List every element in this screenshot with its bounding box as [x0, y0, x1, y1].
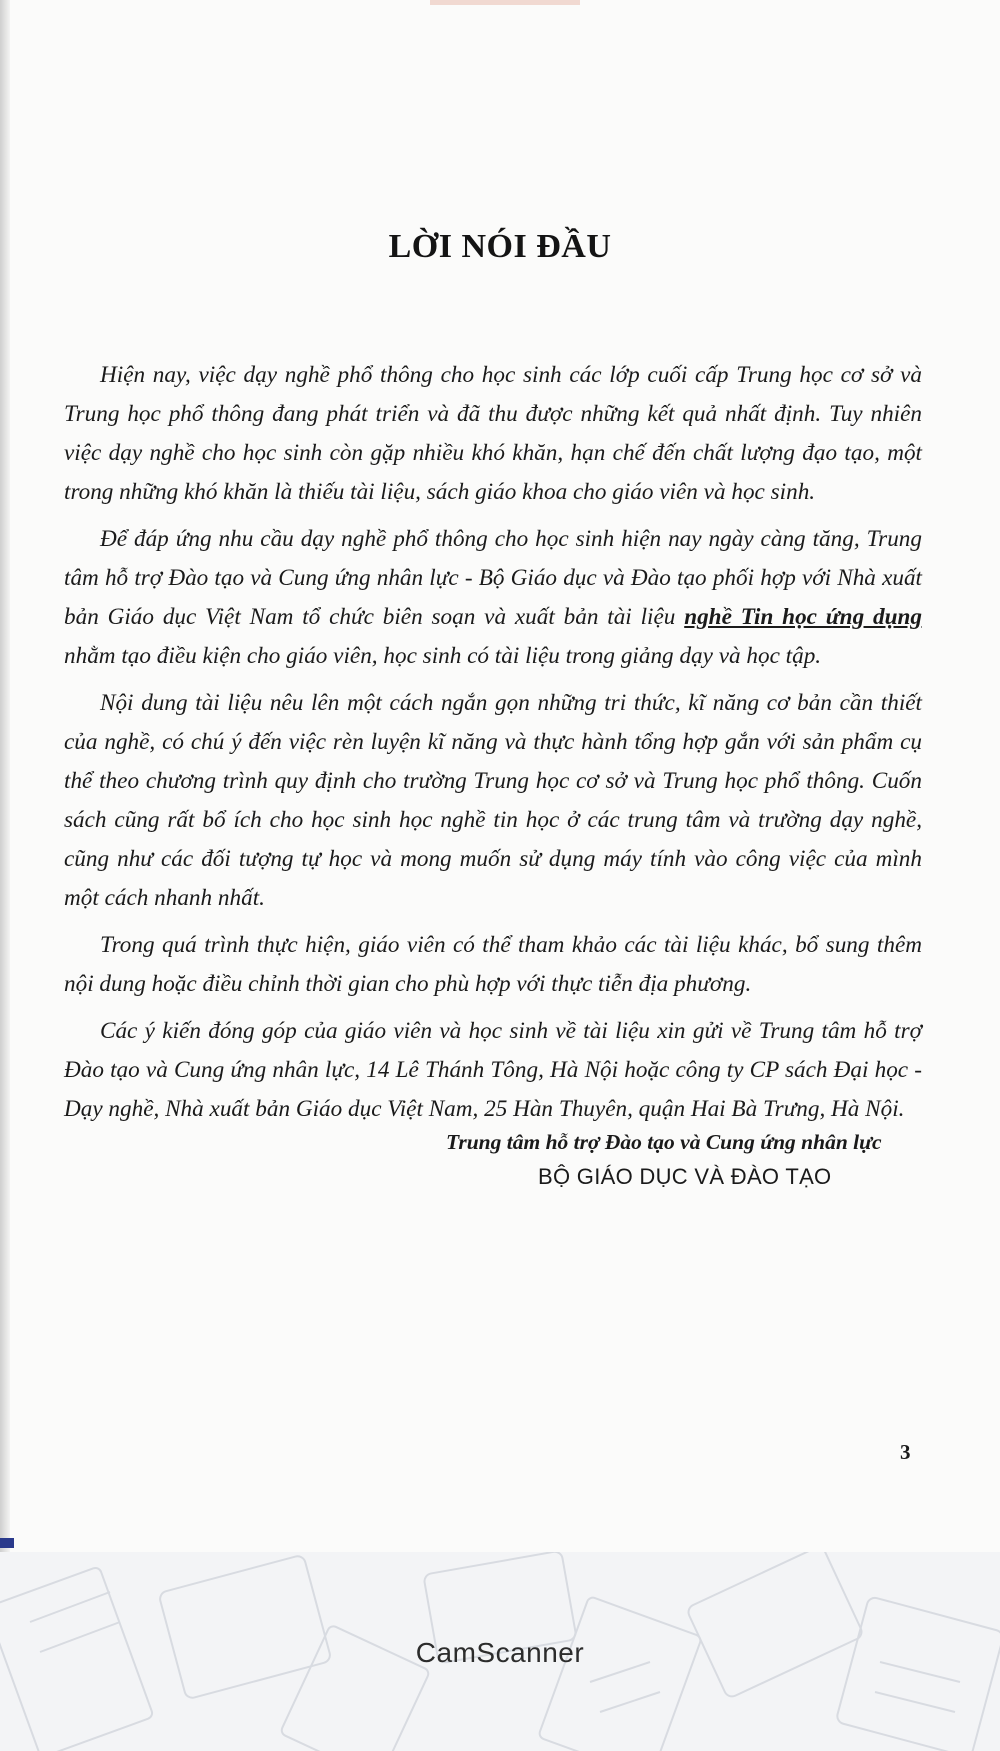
- paragraph-1-text: Hiện nay, việc dạy nghề phổ thông cho học sinh các lớp cuối cấp Trung học cơ sở và Trung học phổ thông đang phát triển và đã thu được những kết quả nhất định. Tuy nhiên việc dạy nghề cho học sinh còn gặp nhiều khó khăn, hạn chế đến chất lượng đạo tạo, một trong những khó khăn là thiếu tài liệu, sách giáo khoa cho giáo viên và học sinh.: [64, 362, 922, 505]
- paragraph-2-text-end: nhằm tạo điều kiện cho giáo viên, học sinh có tài liệu trong giảng dạy và học tập.: [64, 643, 822, 669]
- camscanner-label: CamScanner: [415, 1637, 585, 1668]
- paragraph-5: [64, 1012, 922, 1129]
- document-body: [64, 356, 922, 1137]
- signature-organization: Trung tâm hỗ trợ Đào tạo và Cung ứng nhân lực: [446, 1130, 882, 1154]
- paragraph-2: [64, 520, 922, 676]
- paragraph-3-text: Nội dung tài liệu nêu lên một cách ngắn gọn những tri thức, kĩ năng cơ bản cần thiết của nghề, có chú ý đến việc rèn luyện kĩ năng và thực hành tổng hợp gắn với sản phẩm cụ thể theo chương trình quy định cho trường Trung học cơ sở và Trung học phổ thông. Cuốn sách cũng rất bổ ích cho học sinh học nghề tin học ở các trung tâm và trường dạy nghề, cũng như các đối tượng tự học và mong muốn sử dụng máy tính vào công việc của mình một cách nhanh nhất.: [64, 690, 922, 911]
- camscanner-watermark: [0, 1552, 1000, 1751]
- highlighted-course-name: nghề Tin học ứng dụng: [684, 604, 922, 630]
- scan-edge-mark: [0, 1538, 14, 1548]
- paragraph-4: [64, 926, 922, 1004]
- paragraph-1: [64, 356, 922, 512]
- page-top-edge: [430, 0, 580, 5]
- signature-ministry: BỘ GIÁO DỤC VÀ ĐÀO TẠO: [538, 1164, 832, 1189]
- paragraph-3: [64, 684, 922, 918]
- paragraph-5-text: Các ý kiến đóng góp của giáo viên và học sinh về tài liệu xin gửi về Trung tâm hỗ trợ Đào tạo và Cung ứng nhân lực, 14 Lê Thánh Tông, Hà Nội hoặc công ty CP sách Đại học - Dạy nghề, Nhà xuất bản Giáo dục Việt Nam, 25 Hàn Thuyên, quận Hai Bà Trưng, Hà Nội.: [64, 1018, 922, 1122]
- paragraph-4-text: Trong quá trình thực hiện, giáo viên có thể tham khảo các tài liệu khác, bổ sung thêm nội dung hoặc điều chỉnh thời gian cho phù hợp với thực tiễn địa phương.: [64, 932, 922, 997]
- page-title: LỜI NÓI ĐẦU: [388, 228, 612, 265]
- page-number: 3: [900, 1440, 911, 1464]
- paragraph-2-text: Để đáp ứng nhu cầu dạy nghề phổ thông cho học sinh hiện nay ngày càng tăng, Trung tâm hỗ trợ Đào tạo và Cung ứng nhân lực - Bộ Giáo dục và Đào tạo phối hợp với Nhà xuất bản Giáo dục Việt Nam tổ chức biên soạn và xuất bản tài liệu: [64, 526, 922, 630]
